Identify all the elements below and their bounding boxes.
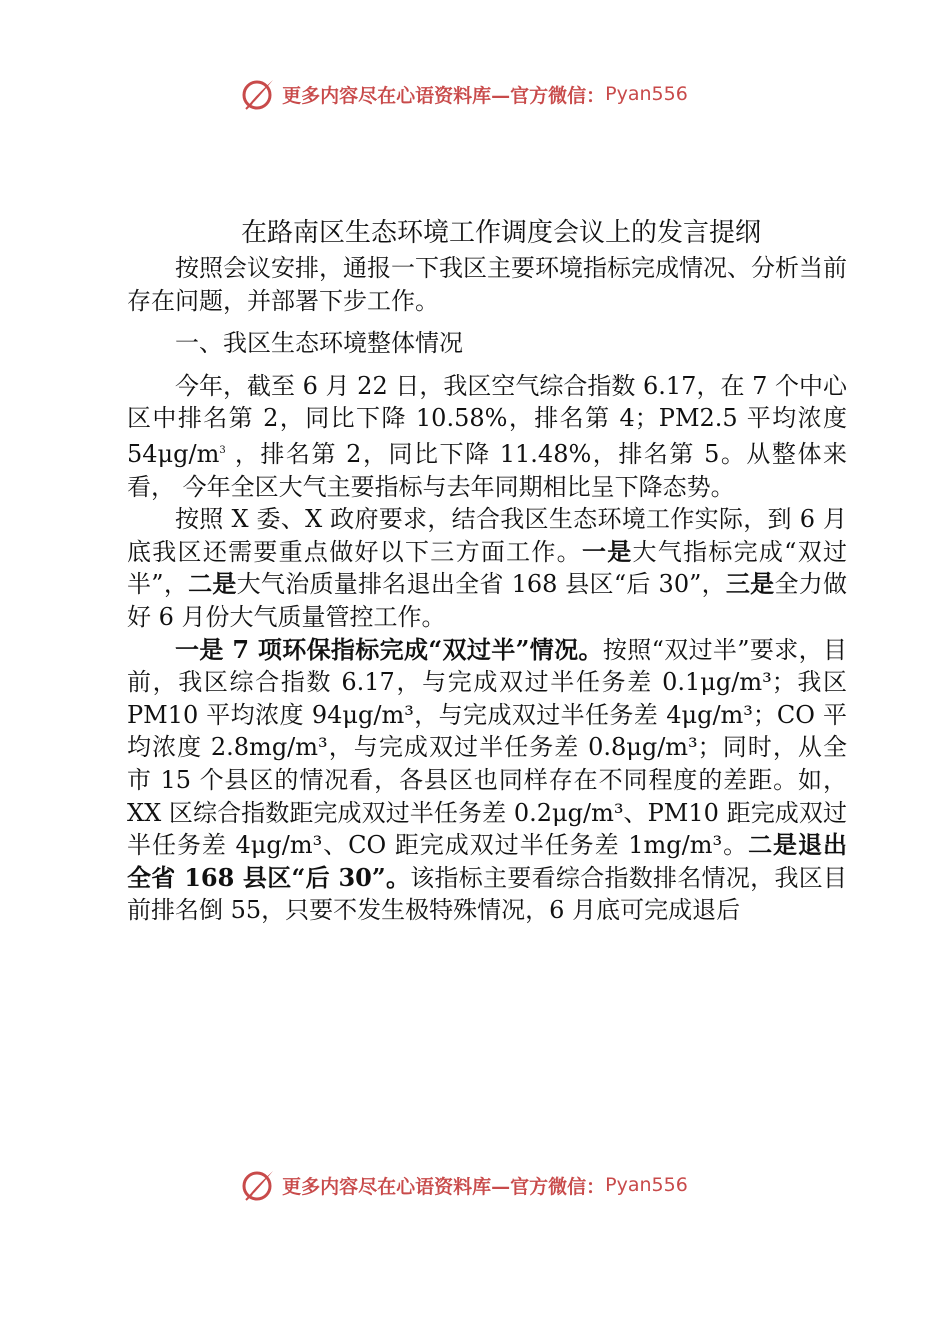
indicator-1-text: 按照“双过半”要求，目前，我区综合指数 6.17，与完成双过半任务差 0.1μg/m³；我区 PM10 平均浓度 94μg/m³，与完成双过半任务差 4μg/m³；CO 平均浓度 2.8mg/m³，与完成双过半任务差 0.8μg/m³；同时，从全市 15 个县区的情况看，各县区也同样存在不同程度的差距。如，XX 区综合指数距完成双过半任务差 0.2μg/m³、PM10 距完成双过半任务差 4μg/m³、CO 距完成双过半任务差 1mg/m³。 [127, 635, 847, 860]
footer-banner [0, 1163, 950, 1207]
intro-paragraph: 按照会议安排，通报一下我区主要环境指标完成情况、分析当前存在问题，并部署下步工作。 [127, 254, 847, 315]
paragraph-three-tasks [127, 503, 847, 633]
paragraph-air-quality-part2: ，排名第 2，同比下降 11.48%，排名第 5。从整体来看， 今年全区大气主要指标与去年同期相比呈下降态势。 [127, 439, 847, 501]
task-label-1: 一是 [581, 536, 633, 566]
document-title: 在路南区生态环境工作调度会议上的发言提纲 [240, 218, 761, 248]
superscript-3: 3 [219, 444, 226, 456]
task-label-2: 二是 [188, 569, 237, 599]
banner-text: 更多内容尽在心语资料库—官方微信： [282, 84, 606, 107]
paragraph-air-quality-part1: 今年，截至 6 月 22 日，我区空气综合指数 6.17，在 7 个中心区中排名第 2，同比下降 10.58%，排名第 4；PM2.5 平均浓度 54μg/m [127, 371, 847, 468]
task-3-text: 全力做好 6 月份大气质量管控工作。 [127, 570, 848, 631]
tasks-lead: 按照 X 委、X 政府要求，结合我区生态环境工作实际，到 6 月底我区还需要重点做好以下三方面工作。 [127, 505, 847, 566]
header-banner [0, 72, 950, 116]
banner-wechat-handle: Pyan556 [605, 83, 688, 105]
indicator-heading-2: 二是退出全省 168 县区“后 30”。 [127, 830, 847, 892]
quill-logo-icon [240, 76, 276, 112]
task-2-text: 大气治质量排名退出全省 168 县区“后 30”， [236, 570, 726, 599]
banner-text: 更多内容尽在心语资料库—官方微信： [282, 1175, 606, 1198]
paragraph-air-quality [127, 370, 847, 503]
section-heading-1: 一、我区生态环境整体情况 [175, 329, 463, 358]
indicator-2-text: 该指标主要看综合指数排名情况，我区目前排名倒 55，只要不发生极特殊情况，6 月底可完成退后 [127, 863, 848, 925]
document-body [127, 216, 847, 927]
banner-wechat-handle: Pyan556 [605, 1174, 688, 1196]
paragraph-indicator-details [127, 634, 847, 927]
task-label-3: 三是 [725, 569, 775, 599]
quill-logo-icon [240, 1167, 276, 1203]
indicator-heading-1: 一是 7 项环保指标完成“双过半”情况。 [175, 634, 603, 664]
task-1-text: 大气指标完成“双过半”， [127, 537, 848, 599]
